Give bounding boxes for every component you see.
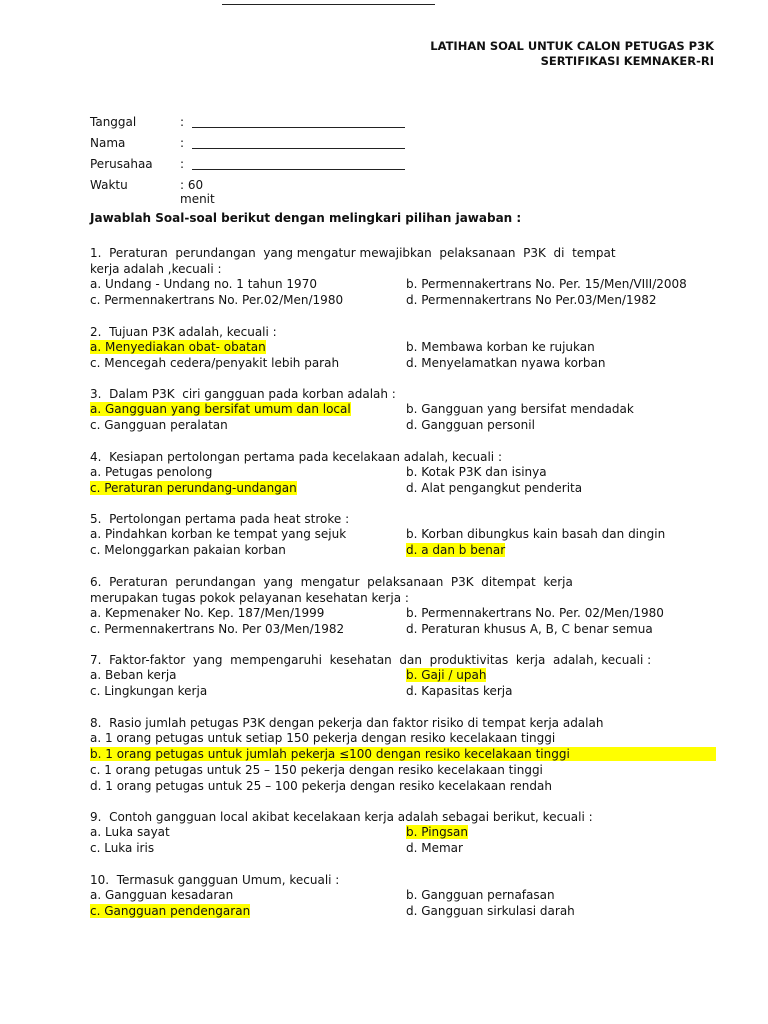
option-row [90, 465, 730, 481]
option-c[interactable]: c. Permennakertrans No. Per 03/Men/1982 [90, 621, 345, 636]
option-c[interactable]: c. Melonggarkan pakaian korban [90, 543, 286, 557]
option-d[interactable]: d. Alat pengangkut penderita [406, 480, 583, 495]
question-9-text: 9. Contoh gangguan local akibat kecelakaan kerja adalah sebagai berikut, kecuali : [90, 810, 593, 824]
option-c[interactable]: c. Lingkungan kerja [90, 684, 208, 698]
question-7-text: 7. Faktor-faktor yang mempengaruhi kesehatan dan produktivitas kerja adalah, kecuali : [90, 653, 652, 667]
option-d[interactable]: d. Memar [406, 841, 463, 855]
option-c[interactable]: c. 1 orang petugas untuk 25 – 150 pekerja dengan resiko kecelakaan tinggi [90, 762, 543, 777]
question-6 [90, 574, 730, 638]
highlighted-answer: d. a dan b benar [406, 543, 506, 557]
option-a[interactable]: a. Petugas penolong [90, 464, 213, 479]
option-a[interactable]: a. Pindahkan korban ke tempat yang sejuk [90, 527, 347, 541]
question-3-text: 3. Dalam P3K ciri gangguan pada korban adalah : [90, 387, 396, 401]
option-a[interactable]: a. Gangguan kesadaran [90, 887, 234, 902]
question-10 [90, 872, 730, 920]
question-1-text: 1. Peraturan perundangan yang mengatur mewajibkan pelaksanaan P3K di tempat [90, 246, 616, 260]
question-9 [90, 809, 730, 857]
name-field-line[interactable] [192, 148, 405, 149]
question-8 [90, 715, 730, 795]
highlighted-answer: b. Gaji / upah [406, 668, 487, 682]
highlighted-answer: a. Gangguan yang bersifat umum dan local [90, 402, 351, 416]
highlighted-answer: c. Gangguan pendengaran [90, 903, 251, 918]
option-d[interactable]: d. Permennakertrans No Per.03/Men/1982 [406, 293, 657, 307]
option-b[interactable]: b. Permennakertrans No. Per. 02/Men/1980 [406, 605, 664, 620]
header-subtitle: SERTIFIKASI KEMNAKER-RI [540, 54, 714, 68]
option-c[interactable]: c. Permennakertrans No. Per.02/Men/1980 [90, 293, 344, 307]
question-2-text: 2. Tujuan P3K adalah, kecuali : [90, 324, 277, 339]
question-7 [90, 652, 730, 700]
option-a[interactable]: a. 1 orang petugas untuk setiap 150 pekerja dengan resiko kecelakaan tinggi [90, 730, 556, 745]
question-1-text-cont: kerja adalah ,kecuali : [90, 262, 222, 276]
question-4-text: 4. Kesiapan pertolongan pertama pada kecelakaan adalah, kecuali : [90, 449, 502, 464]
option-row [90, 888, 730, 904]
name-colon: : [180, 136, 185, 150]
question-3 [90, 386, 730, 434]
question-5 [90, 511, 730, 559]
option-a[interactable]: a. Kepmenaker No. Kep. 187/Men/1999 [90, 605, 325, 620]
highlighted-answer: b. 1 orang petugas untuk jumlah pekerja ≤100 dengan resiko kecelakaan tinggi [90, 747, 716, 761]
option-row [90, 825, 730, 841]
option-d[interactable]: d. Kapasitas kerja [406, 684, 513, 698]
option-b-answer[interactable] [406, 668, 486, 682]
option-d[interactable]: d. Menyelamatkan nyawa korban [406, 355, 606, 370]
highlighted-answer: b. Pingsan [406, 825, 468, 839]
company-label: Perusahaa [90, 157, 153, 171]
option-c[interactable]: c. Mencegah cedera/penyakit lebih parah [90, 355, 340, 370]
question-4 [90, 449, 730, 497]
question-6-text: 6. Peraturan perundangan yang mengatur pelaksanaan P3K ditempat kerja [90, 574, 573, 589]
option-d[interactable]: d. Peraturan khusus A, B, C benar semua [406, 621, 653, 636]
option-row [90, 904, 730, 920]
highlighted-answer: a. Menyediakan obat- obatan [90, 339, 266, 354]
question-8-text: 8. Rasio jumlah petugas P3K dengan pekerja dan faktor risiko di tempat kerja adalah [90, 715, 604, 730]
option-b[interactable]: b. Gangguan yang bersifat mendadak [406, 402, 634, 416]
question-6-text-cont: merupakan tugas pokok pelayanan kesehatan kerja : [90, 590, 409, 605]
date-label: Tanggal [90, 115, 137, 129]
option-d-answer[interactable] [406, 543, 505, 557]
time-value: : 60 menit [180, 178, 215, 206]
question-list [90, 245, 730, 934]
option-c[interactable]: c. Gangguan peralatan [90, 418, 228, 432]
option-c-answer[interactable] [90, 481, 297, 495]
option-row [90, 668, 730, 684]
time-label: Waktu [90, 178, 128, 192]
option-row [90, 841, 730, 857]
option-d[interactable]: d. Gangguan personil [406, 418, 535, 432]
question-1 [90, 245, 730, 309]
option-b[interactable]: b. Membawa korban ke rujukan [406, 339, 595, 354]
question-5-text: 5. Pertolongan pertama pada heat stroke : [90, 512, 350, 526]
option-b-answer[interactable] [406, 825, 468, 839]
option-row [90, 684, 730, 700]
name-label: Nama [90, 136, 126, 150]
option-b[interactable]: b. Permennakertrans No. Per. 15/Men/VIII/2008 [406, 277, 687, 291]
option-row [90, 543, 730, 559]
document-header [430, 39, 714, 69]
option-c[interactable]: c. Luka iris [90, 841, 155, 855]
option-row [90, 340, 730, 356]
option-row [90, 356, 730, 372]
highlighted-answer: c. Peraturan perundang-undangan [90, 480, 297, 495]
option-a-answer[interactable] [90, 340, 266, 354]
option-row [90, 277, 730, 293]
option-b[interactable]: b. Gangguan pernafasan [406, 887, 555, 902]
question-2 [90, 324, 730, 372]
option-row [90, 418, 730, 434]
option-c-answer[interactable] [90, 904, 250, 918]
option-b[interactable]: b. Kotak P3K dan isinya [406, 464, 547, 479]
option-d[interactable]: d. 1 orang petugas untuk 25 – 100 pekerja dengan resiko kecelakaan rendah [90, 778, 552, 793]
top-rule [222, 4, 435, 5]
company-colon: : [180, 157, 185, 171]
company-field-line[interactable] [192, 169, 405, 170]
option-a[interactable]: a. Undang - Undang no. 1 tahun 1970 [90, 277, 317, 291]
option-row [90, 402, 730, 418]
option-b[interactable]: b. Korban dibungkus kain basah dan dingin [406, 527, 666, 541]
option-b-answer[interactable] [90, 747, 730, 763]
option-row [90, 481, 730, 497]
option-a-answer[interactable] [90, 402, 351, 416]
option-row [90, 527, 730, 543]
option-row [90, 293, 730, 309]
date-colon: : [180, 115, 185, 129]
instruction-text: Jawablah Soal-soal berikut dengan melingkari pilihan jawaban : [90, 211, 522, 225]
option-row [90, 606, 730, 622]
option-row [90, 622, 730, 638]
header-title: LATIHAN SOAL UNTUK CALON PETUGAS P3K [430, 39, 714, 53]
option-a[interactable]: a. Luka sayat [90, 825, 170, 839]
question-10-text: 10. Termasuk gangguan Umum, kecuali : [90, 872, 340, 887]
date-field-line[interactable] [192, 127, 405, 128]
option-d[interactable]: d. Gangguan sirkulasi darah [406, 903, 575, 918]
option-a[interactable]: a. Beban kerja [90, 668, 177, 682]
